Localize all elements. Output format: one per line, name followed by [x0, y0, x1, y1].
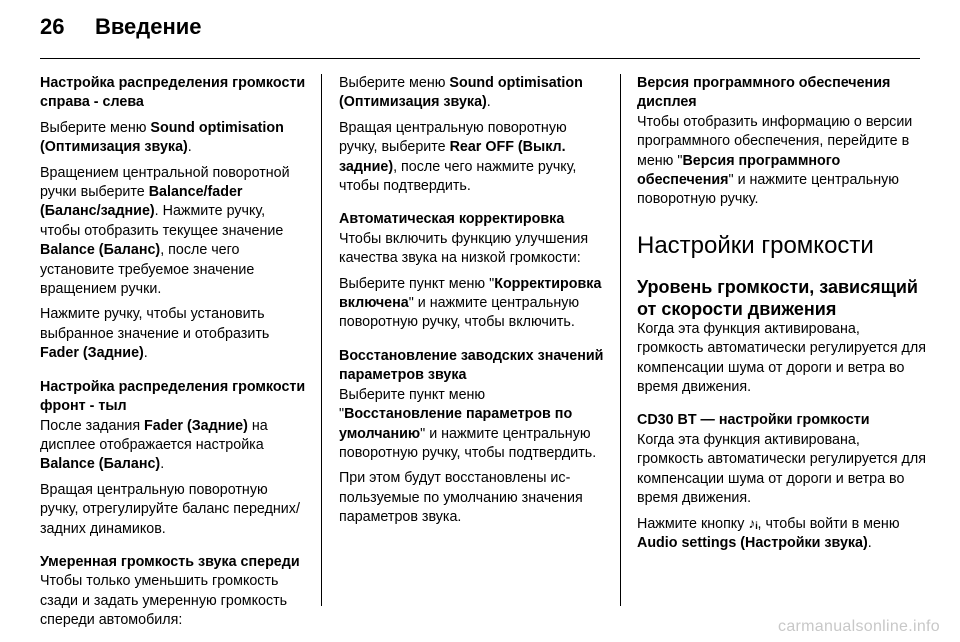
column-1: [40, 74, 306, 631]
page-number: 26: [40, 14, 65, 39]
paragraph: Нажмите ручку, чтобы установить выбранное значение и отобразить Fader (Задние).: [40, 306, 270, 362]
heading-fader: Настройка распределения громкости фронт - тыл: [40, 378, 306, 415]
paragraph: Выберите пункт меню "Корректировка включена" и нажмите центральную поворотную ручку, чтобы включить.: [339, 275, 602, 331]
heading-auto-correction: Автоматическая корректировка: [339, 211, 565, 228]
heading-software-version: Версия программного обеспечения дисплея: [637, 75, 891, 111]
paragraph: Нажмите кнопку ♪ᵢ, чтобы войти в меню Audio settings (Настройки звука).: [637, 515, 900, 551]
heading-cd30-volume: CD30 BT — настройки громкости: [637, 412, 870, 429]
heading-factory-reset: Восстановление заводских значений параметров звука: [339, 347, 604, 384]
paragraph: Вращением центральной поворотной ручки выберите Balance/fader (Баланс/задние). Нажмите ручку, чтобы отобразить текущее значение Balance (Баланс), после чего установите требуемое значение вращением ручки.: [40, 164, 290, 298]
heading-front-volume: Умеренная громкость звука спереди: [40, 553, 300, 570]
paragraph: Вращая центральную поворотную ручку, отрегулируйте баланс передних/задних динамиков.: [40, 481, 300, 537]
paragraph: Чтобы отобразить информацию о версии программного обеспечения, перейдите в меню "Версия программного обеспечения" и нажмите центральную поворотную ручку.: [637, 113, 913, 208]
paragraph: После задания Fader (Задние) на дисплее отображается настройка Balance (Баланс).: [40, 417, 268, 473]
paragraph: Когда эта функция активирована, громкость автоматически регулируется для компенсации шума от дороги и ветра во время движения.: [637, 431, 926, 507]
column-2: [339, 74, 605, 528]
section-title: Настройки громкости: [637, 231, 874, 259]
paragraph: Выберите меню Sound optimisation (Оптимизация звука).: [339, 75, 583, 111]
paragraph: Чтобы только уменьшить громкость сзади и задать умеренную громкость спереди автомобиля:: [40, 573, 288, 629]
paragraph: Когда эта функция активирована, громкость автоматически регулируется для компенсации шума от дороги и ветра во время движения.: [637, 320, 926, 396]
tone-button-icon: ♪ᵢ: [748, 515, 758, 532]
paragraph: Выберите пункт меню "Восстановление параметров по умолчанию" и нажмите центральную поворотную ручку, чтобы подтвердить.: [339, 386, 597, 461]
paragraph: При этом будут восстановлены используемые по умолчанию значения параметров звука.: [339, 470, 583, 526]
watermark: carmanualsonline.info: [778, 618, 940, 635]
column-divider-1: [321, 74, 322, 606]
paragraph: Чтобы включить функцию улучшения качества звука на низкой громкости:: [339, 230, 589, 267]
paragraph: Выберите меню Sound optimisation (Оптимизация звука).: [40, 119, 284, 156]
heading-balance: Настройка распределения громкости справа - слева: [40, 75, 306, 111]
page-title: Введение: [94, 14, 202, 39]
header-rule: [40, 58, 920, 59]
heading-speed-volume: Уровень громкости, зависящий от скорости движения: [637, 276, 918, 319]
column-3: [637, 74, 927, 553]
paragraph: Вращая центральную поворотную ручку, выберите Rear OFF (Выкл. задние), после чего нажмите ручку, чтобы подтвердить.: [339, 119, 577, 195]
column-divider-2: [620, 74, 621, 606]
page-header: [40, 14, 202, 50]
